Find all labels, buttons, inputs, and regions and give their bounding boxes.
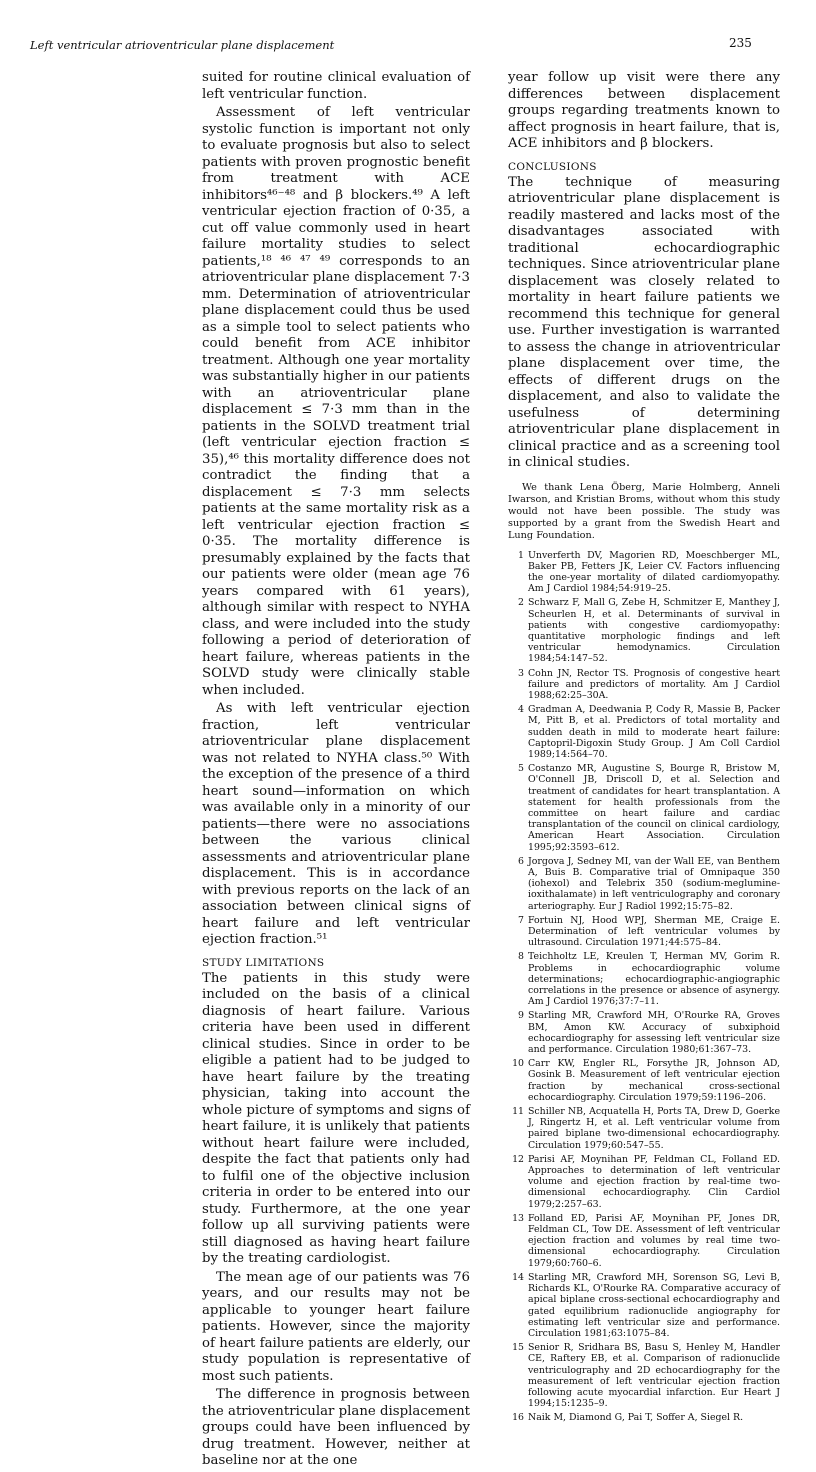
reference-number: 5 <box>518 763 524 775</box>
reference-item <box>508 704 780 760</box>
reference-item <box>508 1342 780 1409</box>
reference-number: 16 <box>512 1412 524 1424</box>
conclusions-heading: CONCLUSIONS <box>508 160 597 173</box>
reference-number: 15 <box>512 1342 524 1354</box>
reference-text: Starling MR, Crawford MH, O'Rourke RA, Groves BM, Amon KW. Accuracy of subxiphoid echocardiography for assessing left ventricular size and performance. Circulation 1980;61:367–73. <box>528 1010 780 1056</box>
reference-text: Cohn JN, Rector TS. Prognosis of congestive heart failure and predictors of mortality. Am J Cardiol 1988;62:25–30A. <box>528 667 780 701</box>
reference-text: Carr KW, Engler RL, Forsythe JR, Johnson AD, Gosink B. Measurement of left ventricular ejection fraction by mechanical cross-sectional echocardiography. Circulation 1979;59:1196–206. <box>528 1058 780 1103</box>
reference-text: Starling MR, Crawford MH, Sorenson SG, Levi B, Richards KL, O'Rourke RA. Comparative accuracy of apical biplane cross-sectional echocardiography and gated equilibrium radionuclide angiography for estimating left ventricular size and performance. Circulation 1981;63:1075–84. <box>528 1271 780 1339</box>
page-number: 235 <box>729 36 752 50</box>
left-column <box>202 70 470 1472</box>
reference-text: Gradman A, Deedwania P, Cody R, Massie B, Packer M, Pitt B, et al. Predictors of total mortality and sudden death in mild to moderate heart failure: Captopril-Digoxin Study Group. J Am Coll Cardiol 1989;14:564–70. <box>528 704 780 760</box>
reference-item <box>508 597 780 664</box>
study-limitations-heading: STUDY LIMITATIONS <box>202 956 325 969</box>
reference-number: 8 <box>518 951 524 963</box>
paragraph: As with left ventricular ejection fraction, left ventricular atrioventricular plane displacement was not related to NYHA class.⁵⁰ With the exception of the presence of a third heart sound—information on which was available only in a minority of our patients—there were no associations between the various clinical assessments and atrioventricular plane displacement. This is in accordance with previous reports on the lack of an association between clinical signs of heart failure and left ventricular ejection fraction.⁵¹ <box>202 701 470 947</box>
reference-item <box>508 1106 780 1151</box>
reference-number: 12 <box>512 1153 524 1165</box>
reference-item <box>508 1154 780 1210</box>
reference-text: Senior R, Sridhara BS, Basu S, Henley M, Handler CE, Raftery EB, et al. Comparison of radionuclide ventriculography and 2D echocardiography for the measurement of left ventricular ejection fraction following acute myocardial infarction. Eur Heart J 1994;15:1235–9. <box>528 1342 780 1410</box>
reference-item <box>508 856 780 912</box>
reference-item <box>508 1412 780 1423</box>
reference-text: Jorgova J, Sedney MI, van der Wall EE, van Benthem A, Buis B. Comparative trial of Omnipaque 350 (iohexol) and Telebrix 350 (sodium-meglumine-ioxithalamate) in left ventriculography and coronary arteriography. Eur J Radiol 1992;15:75–82. <box>528 855 780 912</box>
reference-item <box>508 550 780 595</box>
reference-text: Teichholtz LE, Kreulen T, Herman MV, Gorim R. Problems in echocardiographic volume determinations; echocardiographic-angiographic correlations in the presence or absence of asynergy. Am J Cardiol 1976;37:7–11. <box>528 951 780 1008</box>
reference-item <box>508 1272 780 1339</box>
reference-text: Parisi AF, Moynihan PF, Feldman CL, Folland ED. Approaches to determination of left ventricular volume and ejection fraction by real-time two-dimensional echocardiography. Clin Cardiol 1979;2:257–63. <box>528 1153 780 1210</box>
reference-text: Schwarz F, Mall G, Zebe H, Schmitzer E, Manthey J, Scheurlen H, et al. Determinants of survival in patients with congestive cardiomyopathy: quantitative morphologic findings and left ventricular hemodynamics. Circulation 1984;54:147–52. <box>528 597 780 665</box>
reference-list <box>508 550 780 1424</box>
reference-text: Naik M, Diamond G, Pai T, Soffer A, Siegel R. <box>528 1412 744 1424</box>
running-head: Left ventricular atrioventricular plane displacement <box>30 38 335 52</box>
right-column <box>508 70 780 1427</box>
reference-number: 4 <box>518 704 524 716</box>
reference-item <box>508 1058 780 1103</box>
reference-text: Schiller NB, Acquatella H, Ports TA, Drew D, Goerke J, Ringertz H, et al. Left ventricular volume from paired biplane two-dimensional echocardiography. Circulation 1979;60:547–55. <box>528 1106 780 1151</box>
reference-number: 14 <box>512 1271 524 1283</box>
reference-item <box>508 1213 780 1269</box>
reference-text: Costanzo MR, Augustine S, Bourge R, Bristow M, O'Connell JB, Driscoll D, et al. Selection and treatment of candidates for heart transplantation. A statement for health professionals from the committee on heart failure and cardiac transplantation of the council on clinical cardiology, American Heart Association. Circulation 1995;92:3593–612. <box>528 763 780 853</box>
paragraph: The difference in prognosis between the atrioventricular plane displacement groups could have been influenced by drug treatment. However, neither at baseline nor at the one <box>202 1387 470 1468</box>
reference-text: Folland ED, Parisi AF, Moynihan PF, Jones DR, Feldman CL, Tow DE. Assessment of left ventricular ejection fraction and volumes by real time two-dimensional echocardiography. Circulation 1979;60:760–6. <box>528 1212 780 1269</box>
reference-item <box>508 763 780 853</box>
conclusions-text: The technique of measuring atrioventricular plane displacement is readily mastered and lacks most of the disadvantages associated with traditional echocardiographic techniques. Since atrioventricular plane displacement was closely related to mortality in heart failure patients we recommend this technique for general use. Further investigation is warranted to assess the change in atrioventricular plane displacement over time, the effects of different drugs on the displacement, and also to validate the usefulness of determining atrioventricular plane displacement in clinical practice and as a screening tool in clinical studies. <box>508 174 780 470</box>
reference-number: 2 <box>518 597 524 609</box>
reference-number: 3 <box>518 667 524 679</box>
reference-text: Fortuin NJ, Hood WPJ, Sherman ME, Craige E. Determination of left ventricular volumes by ultrasound. Circulation 1971;44:575–84. <box>528 914 780 949</box>
reference-text: Unverferth DV, Magorien RD, Moeschberger ML, Baker PB, Fetters JK, Leier CV. Factors influencing the one-year mortality of dilated cardiomyopathy. Am J Cardiol 1984;54:919–25. <box>528 549 780 595</box>
reference-number: 1 <box>518 549 524 561</box>
paragraph: Assessment of left ventricular systolic function is important not only to evaluate prognosis but also to select patients with proven prognostic benefit from treatment with ACE inhibitors⁴⁶⁻⁴⁸ and β blockers.⁴⁹ A left ventricular ejection fraction of 0·35, a cut off value commonly used in heart failure mortality studies to select patients,¹⁸ ⁴⁶ ⁴⁷ ⁴⁹ corresponds to an atrioventricular plane displacement 7·3 mm. Determination of atrioventricular plane displacement could thus be used as a simple tool to select patients who could benefit from ACE inhibitor treatment. Although one year mortality was substantially higher in our patients with an atrioventricular plane displacement ≤ 7·3 mm than in the patients in the SOLVD treatment trial (left ventricular ejection fraction ≤ 35),⁴⁶ this mortality difference does not contradict the finding that a displacement ≤ 7·3 mm selects patients at the same mortality risk as a left ventricular ejection fraction ≤ 0·35. The mortality difference is presumably explained by the facts that our patients were older (mean age 76 years compared with 61 years), although similar with respect to NYHA class, and were included into the study following a period of deterioration of heart failure, whereas patients in the SOLVD study were clinically stable when included. <box>202 105 470 698</box>
reference-number: 9 <box>518 1010 524 1022</box>
paragraph: The patients in this study were included on the basis of a clinical diagnosis of heart failure. Various criteria have been used in different clinical studies. Since in order to be eligible a patient had to be judged to have heart failure by the treating physician, taking into account the whole picture of symptoms and signs of heart failure, it is unlikely that patients without heart failure were included, despite the fact that patients only had to fulfil one of the objective inclusion criteria in order to be entered into our study. Furthermore, at the one year follow up all surviving patients were still diagnosed as having heart failure by the treating cardiologist. <box>202 970 470 1266</box>
reference-number: 6 <box>518 855 524 867</box>
reference-item <box>508 1010 780 1055</box>
reference-item <box>508 668 780 702</box>
acknowledgement: We thank Lena Öberg, Marie Holmberg, Anneli Iwarson, and Kristian Broms, without whom this study would not have been possible. The study was supported by a grant from the Swedish Heart and Lung Foundation. <box>508 481 780 541</box>
reference-item <box>508 915 780 949</box>
reference-number: 13 <box>512 1212 524 1224</box>
paragraph: year follow up visit were there any differences between displacement groups regarding treatments known to affect prognosis in heart failure, that is, ACE inhibitors and β blockers. <box>508 70 780 151</box>
paragraph: suited for routine clinical evaluation of left ventricular function. <box>202 70 470 102</box>
reference-number: 11 <box>512 1106 524 1118</box>
reference-number: 7 <box>518 914 524 926</box>
reference-item <box>508 951 780 1007</box>
paragraph: The mean age of our patients was 76 years, and our results may not be applicable to younger heart failure patients. However, since the majority of heart failure patients are elderly, our study population is representative of most such patients. <box>202 1269 470 1384</box>
reference-number: 10 <box>512 1058 524 1070</box>
